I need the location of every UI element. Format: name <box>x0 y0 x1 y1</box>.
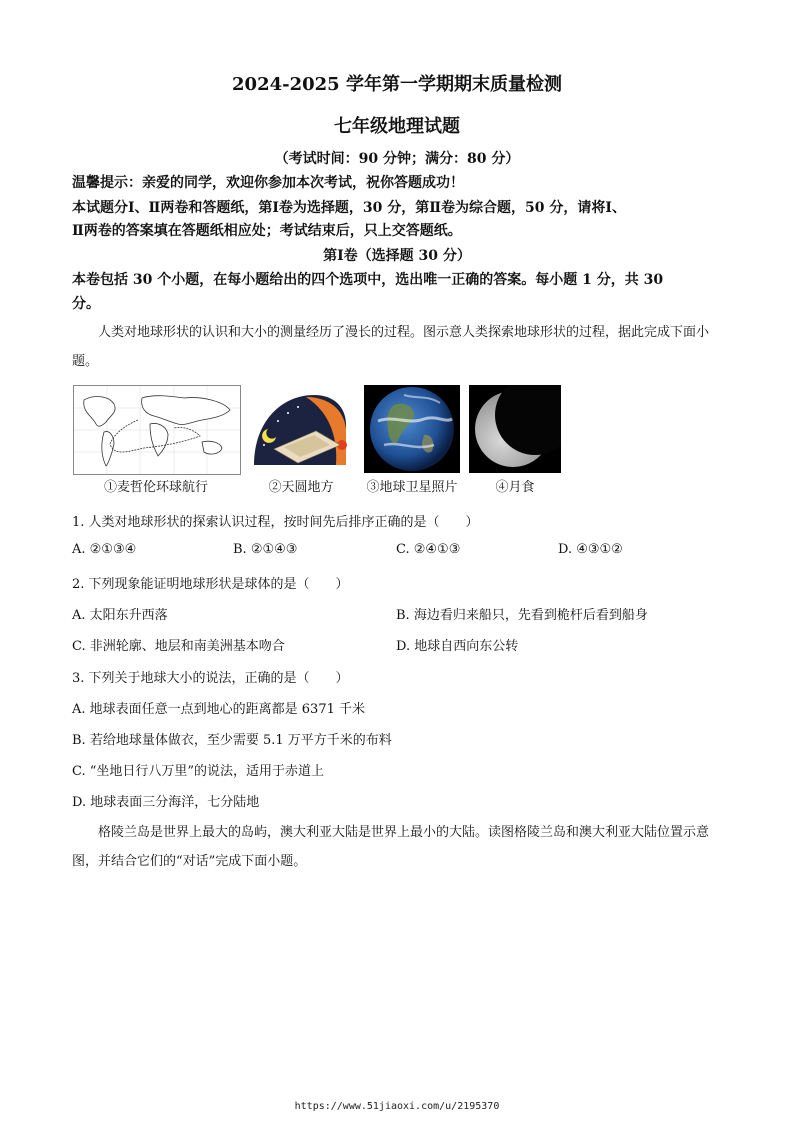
q1-option-b: B. ②①④③ <box>233 542 298 557</box>
q3-option-b: B. 若给地球量体做衣，至少需要 5.1 万平方千米的布料 <box>72 733 392 748</box>
q3-option-a: A. 地球表面任意一点到地心的距离都是 6371 千米 <box>72 702 366 717</box>
exam-info: （考试时间：90 分钟；满分：80 分） <box>274 151 520 167</box>
figure-caption-2: ②天圆地方 <box>268 480 334 495</box>
q2-option-c: C. 非洲轮廓、地层和南美洲基本吻合 <box>72 639 285 654</box>
earth-photo-icon <box>364 385 460 473</box>
q2-option-a: A. 太阳东升西落 <box>72 608 168 623</box>
q3-option-d: D. 地球表面三分海洋，七分陆地 <box>72 795 260 810</box>
q1-option-c: C. ②④①③ <box>396 542 461 557</box>
world-map-icon <box>74 386 240 474</box>
sky-dome-figure <box>248 385 354 473</box>
section-desc-2: 分。 <box>72 296 100 312</box>
lunar-eclipse-icon <box>469 385 561 473</box>
world-map-figure <box>73 385 241 475</box>
section-title: 第Ⅰ卷（选择题 30 分） <box>323 248 471 264</box>
notice-greeting: 温馨提示：亲爱的同学，欢迎你参加本次考试，祝你答题成功！ <box>72 175 464 191</box>
question-2-stem: 2. 下列现象能证明地球形状是球体的是（ ） <box>72 577 349 592</box>
q2-option-d: D. 地球自西向东公转 <box>396 639 519 654</box>
lunar-eclipse-figure <box>469 385 561 473</box>
figure-caption-4: ④月食 <box>495 480 535 495</box>
q2-option-b: B. 海边看归来船只，先看到桅杆后看到船身 <box>396 608 648 623</box>
question-3-stem: 3. 下列关于地球大小的说法，正确的是（ ） <box>72 671 349 686</box>
exam-title: 2024-2025 学年第一学期期末质量检测 <box>232 74 562 95</box>
exam-subtitle: 七年级地理试题 <box>334 116 460 137</box>
notice-line-2: Ⅱ两卷的答案填在答题纸相应处；考试结束后，只上交答题纸。 <box>72 223 462 239</box>
passage-1: 人类对地球形状的认识和大小的测量经历了漫长的过程。图示意人类探索地球形状的过程，据此完成下面小题。 <box>72 325 710 369</box>
earth-photo-figure <box>364 385 460 473</box>
footer-watermark: https://www.51jiaoxi.com/u/2195370 <box>294 1101 500 1112</box>
question-1-stem: 1. 人类对地球形状的探索认识过程，按时间先后排序正确的是（ ） <box>72 515 479 530</box>
figure-caption-1: ①麦哲伦环球航行 <box>103 480 208 495</box>
figure-caption-3: ③地球卫星照片 <box>366 480 458 495</box>
q3-option-c: C. “坐地日行八万里”的说法，适用于赤道上 <box>72 764 325 779</box>
sky-dome-icon <box>248 385 354 473</box>
q1-option-a: A. ②①③④ <box>72 542 137 557</box>
section-desc-1: 本卷包括 30 个小题，在每小题给出的四个选项中，选出唯一正确的答案。每小题 1 分，共 30 <box>72 272 664 288</box>
passage-2: 格陵兰岛是世界上最大的岛屿，澳大利亚大陆是世界上最小的大陆。读图格陵兰岛和澳大利亚大陆位置示意图，并结合它们的“对话”完成下面小题。 <box>72 825 710 869</box>
notice-line-1: 本试题分Ⅰ、Ⅱ两卷和答题纸，第Ⅰ卷为选择题，30 分，第Ⅱ卷为综合题，50 分，请将Ⅰ、 <box>72 200 626 216</box>
q1-option-d: D. ④③①② <box>558 542 623 557</box>
